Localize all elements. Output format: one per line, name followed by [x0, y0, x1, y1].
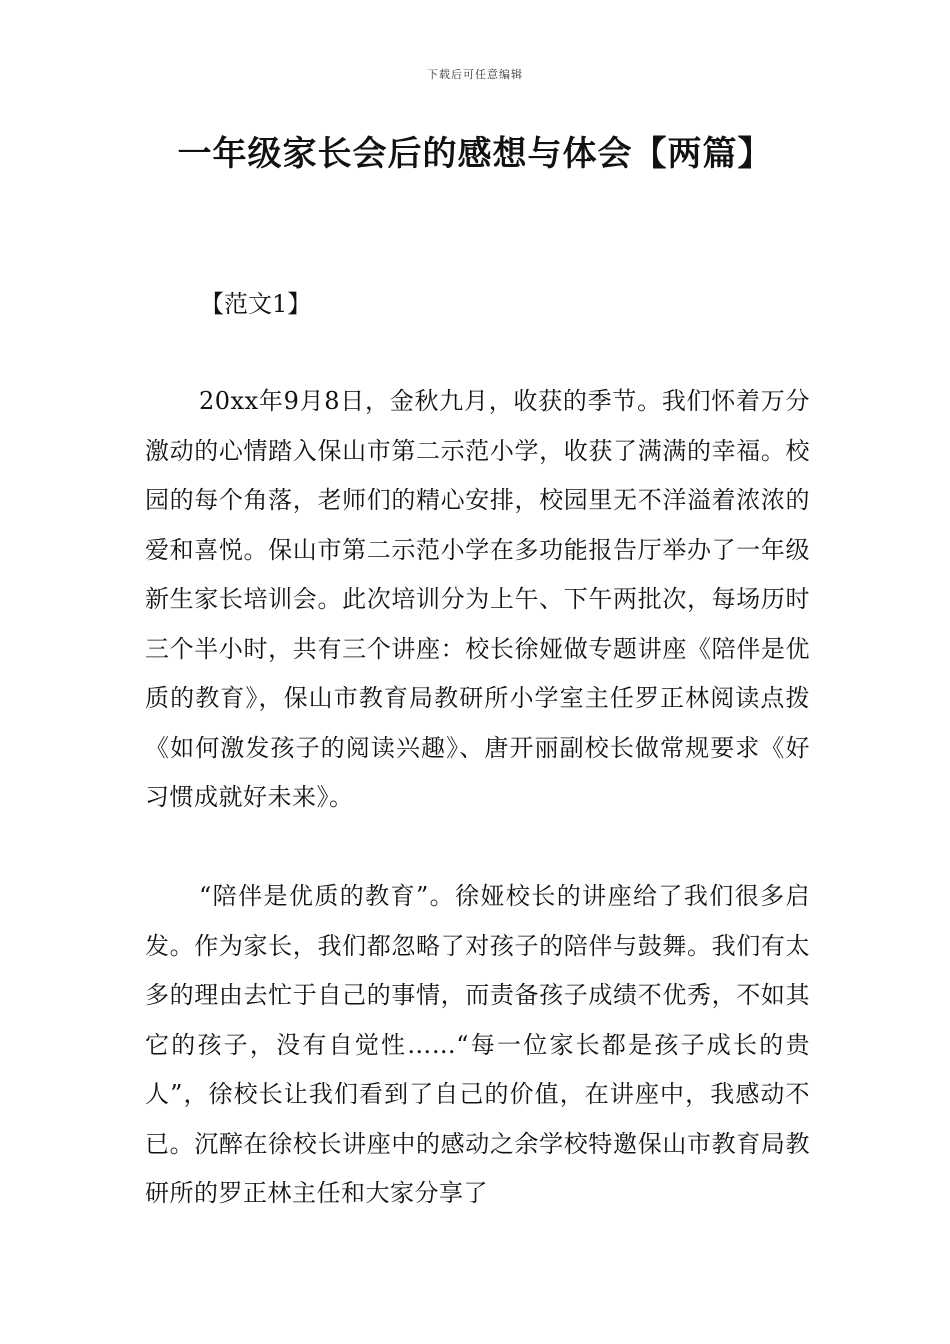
- paragraph-1: 20xx年9月8日，金秋九月，收获的季节。我们怀着万分激动的心情踏入保山市第二示范小学，收获了满满的幸福。校园的每个角落，老师们的精心安排，校园里无不洋溢着浓浓的爱和喜悦。保山市第二示范小学在多功能报告厅举办了一年级新生家长培训会。此次培训分为上午、下午两批次，每场历时三个半小时，共有三个讲座：校长徐娅做专题讲座《陪伴是优质的教育》，保山市教育局教研所小学室主任罗正林阅读点拨《如何激发孩子的阅读兴趣》、唐开丽副校长做常规要求《好习惯成就好未来》。: [145, 387, 810, 811]
- header-note: 下载后可任意编辑: [427, 68, 523, 81]
- document-title: 一年级家长会后的感想与体会【两篇】: [177, 134, 773, 174]
- section-label: 【范文1】: [200, 290, 312, 318]
- paragraph-2: “陪伴是优质的教育”。徐娅校长的讲座给了我们很多启发。作为家长，我们都忽略了对孩子的陪伴与鼓舞。我们有太多的理由去忙于自己的事情，而责备孩子成绩不优秀，不如其它的孩子，没有自觉性……“每一位家长都是孩子成长的贵人”，徐校长让我们看到了自己的价值，在讲座中，我感动不已。沉醉在徐校长讲座中的感动之余学校特邀保山市教育局教研所的罗正林主任和大家分享了: [145, 882, 810, 1207]
